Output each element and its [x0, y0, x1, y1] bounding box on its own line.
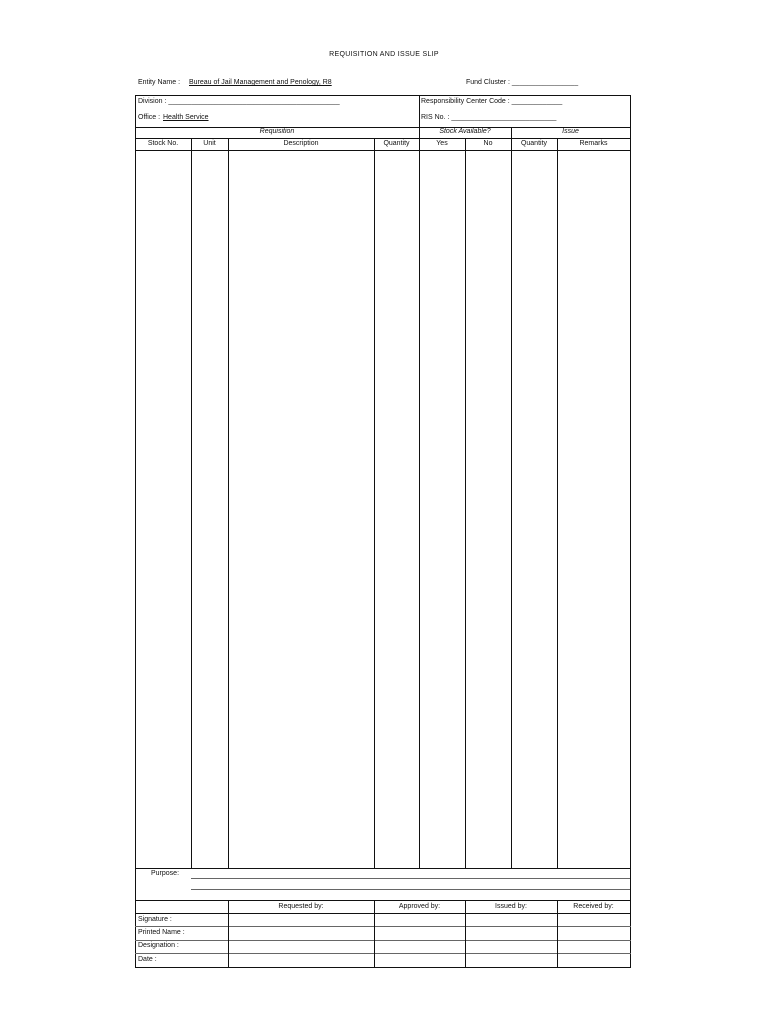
group-requisition: Requisition [259, 128, 295, 135]
items-entry-area[interactable] [136, 151, 630, 867]
entity-name-value: Bureau of Jail Management and Penology, R8 [189, 79, 332, 86]
purpose-label: Purpose: [151, 870, 180, 877]
purpose-input[interactable] [192, 869, 629, 899]
office-label: Office : [138, 114, 161, 121]
designation-row-label: Designation : [138, 942, 179, 949]
col-remarks: Remarks [579, 140, 608, 147]
group-stock-available: Stock Available? [439, 128, 491, 135]
date-row-label: Date : [138, 956, 157, 963]
col-yes: Yes [436, 140, 448, 147]
group-issue: Issue [562, 128, 579, 135]
col-description: Description [283, 140, 319, 147]
ris-number-field[interactable]: RIS No. : ___________________________ [421, 114, 557, 121]
division-field[interactable]: Division : ____________________________________________ [138, 98, 340, 105]
responsibility-center-code-field[interactable]: Responsibility Center Code : _____________ [421, 98, 563, 105]
office-value[interactable]: Health Service [163, 114, 209, 121]
col-stock-no: Stock No. [147, 140, 179, 147]
signature-row-label: Signature : [138, 916, 172, 923]
fund-cluster-label: Fund Cluster : _________________ [466, 79, 579, 86]
form-title: REQUISITION AND ISSUE SLIP [329, 51, 439, 58]
approved-by-header: Approved by: [398, 903, 441, 910]
col-no: No [483, 140, 493, 147]
issued-by-header: Issued by: [495, 903, 527, 910]
requested-by-header: Requested by: [278, 903, 324, 910]
printed-name-row-label: Printed Name : [138, 929, 185, 936]
entity-name-label: Entity Name : [138, 79, 181, 86]
col-issue-quantity: Quantity [520, 140, 548, 147]
received-by-header: Received by: [573, 903, 614, 910]
col-quantity: Quantity [383, 140, 410, 147]
col-unit: Unit [203, 140, 216, 147]
